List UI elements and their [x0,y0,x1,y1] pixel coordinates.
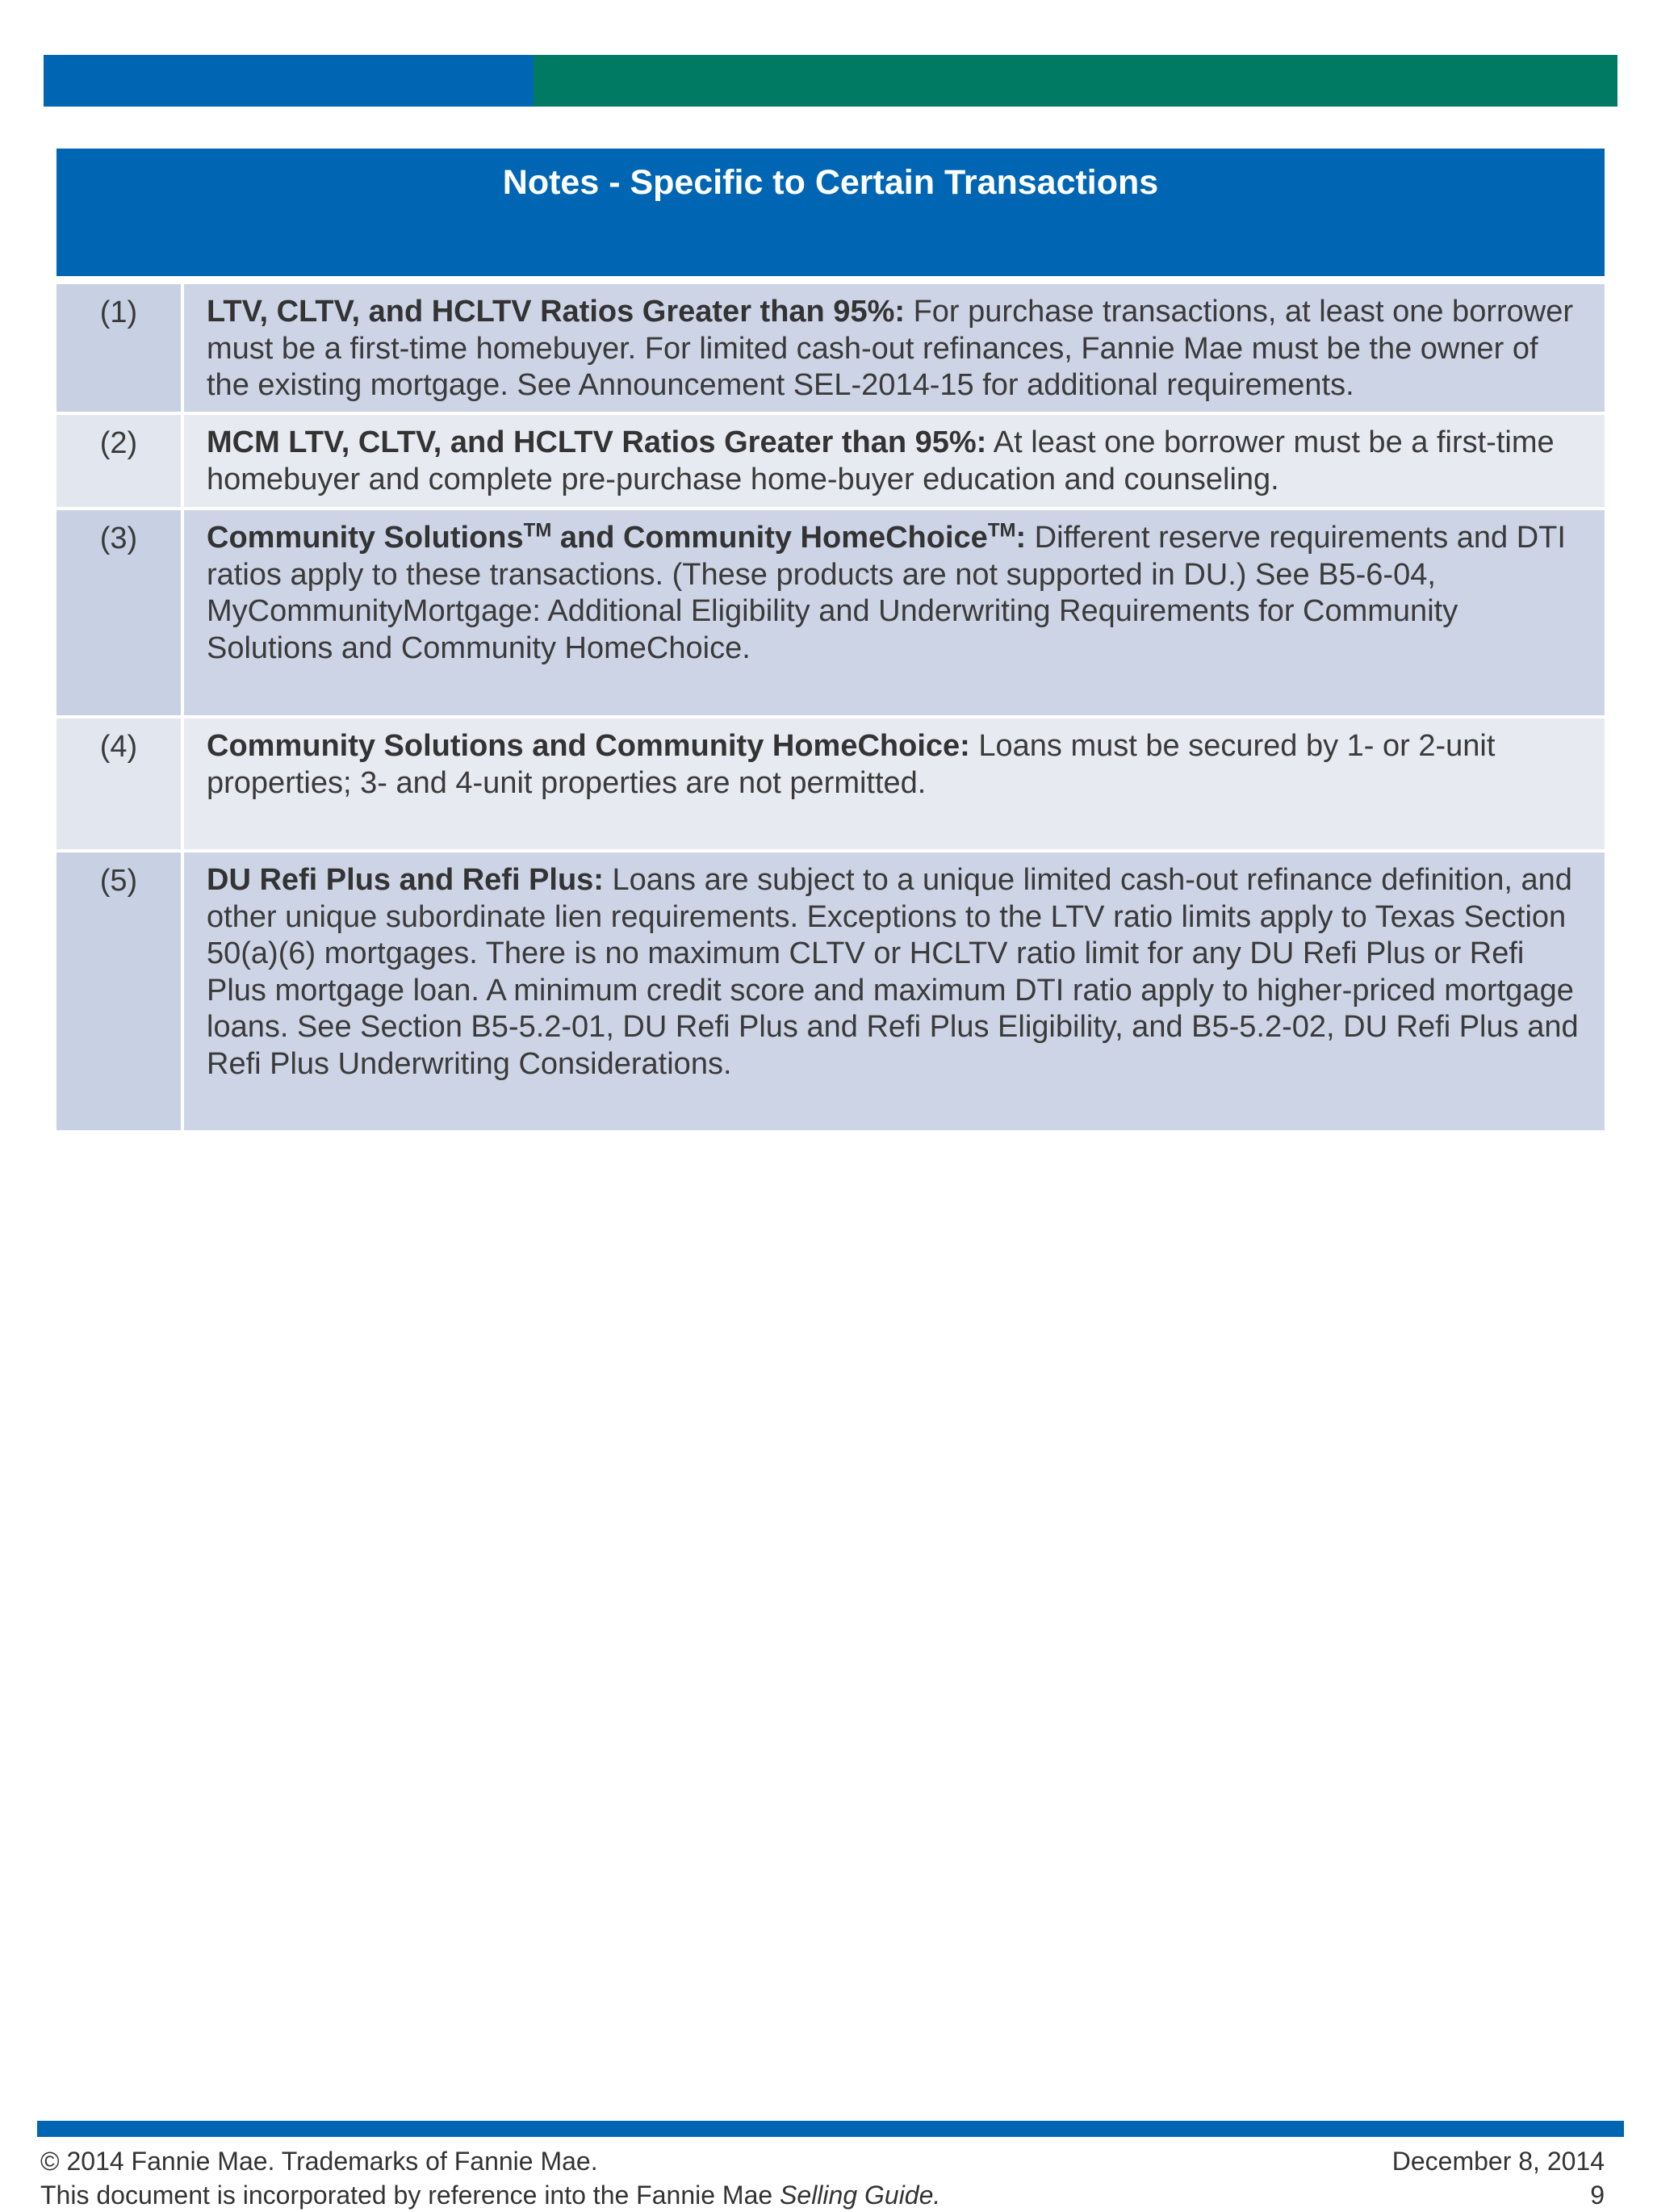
note-body: Loans are subject to a unique limited cash-out refinance definition, and other unique subordinate lien requirements. Exceptions to the LTV ratio limits apply to Texas Section 50(a)(6) mortgages. There is no maximum CLTV or HCLTV ratio limit for any DU Refi Plus or Refi Plus mortgage loan. A minimum credit score and maximum DTI ratio apply to higher-priced mortgage loans. See Section B5-5.2-01, DU Refi Plus and Refi Plus Eligibility, and B5-5.2-02, DU Refi Plus and Refi Plus Underwriting Considerations. [207,863,1579,1081]
trademark-superscript: TM [523,519,552,542]
footer-bar [37,2121,1624,2137]
note-text [184,415,1605,507]
footer-reference: This document is incorporated by reference into the Fannie Mae Selling Guide. [40,2181,941,2210]
top-bar-blue-segment [44,55,534,107]
notes-table [56,149,1605,1133]
selling-guide-title: Selling Guide. [780,2181,941,2210]
table-row [56,415,1605,507]
note-number: (3) [56,510,181,715]
note-heading: MCM LTV, CLTV, and HCLTV Ratios Greater than 95%: [207,425,987,459]
trademark-superscript: TM [987,519,1016,542]
note-body: Different reserve requirements and DTI ratios apply to these transactions. (These products are not supported in DU.) See B5-6-04, MyCommunityMortgage: Additional Eligibility and Underwriting Requirements for Community Solutions and Community HomeChoice. [207,521,1566,665]
table-row [56,284,1605,412]
footer-date: December 8, 2014 [1391,2147,1605,2176]
note-number: (4) [56,718,181,849]
note-body: Loans must be secured by 1- or 2-unit properties; 3- and 4-unit properties are not permitted. [207,729,1496,800]
table-row [56,510,1605,715]
note-text [184,510,1605,715]
table-row [56,718,1605,849]
note-heading: Community Solutions™ and Community HomeChoice™: [207,519,1027,555]
top-brand-bar [44,55,1617,107]
note-number: (5) [56,853,181,1130]
note-body: At least one borrower must be a first-time homebuyer and complete pre-purchase home-buyer education and counseling. [207,425,1555,496]
note-number: (2) [56,415,181,507]
note-heading: DU Refi Plus and Refi Plus: [207,863,604,897]
footer-copyright: © 2014 Fannie Mae. Trademarks of Fannie Mae. [40,2147,598,2176]
notes-table-header: Notes - Specific to Certain Transactions [56,149,1605,276]
footer-right [1392,2144,1605,2212]
table-row [56,853,1605,1130]
note-text [184,718,1605,849]
note-body: For purchase transactions, at least one borrower must be a first-time homebuyer. For limited cash-out refinances, Fannie Mae must be the owner of the existing mortgage. See Announcement SEL-2014-15 for additional requirements. [207,295,1573,402]
note-number: (1) [56,284,181,412]
page-number: 9 [1590,2181,1605,2210]
note-text [184,284,1605,412]
note-heading: LTV, CLTV, and HCLTV Ratios Greater than 95%: [207,295,906,329]
footer-left [40,2144,940,2212]
note-text [184,853,1605,1130]
top-bar-green-segment [534,55,1617,107]
note-heading: Community Solutions and Community HomeChoice: [207,729,970,763]
